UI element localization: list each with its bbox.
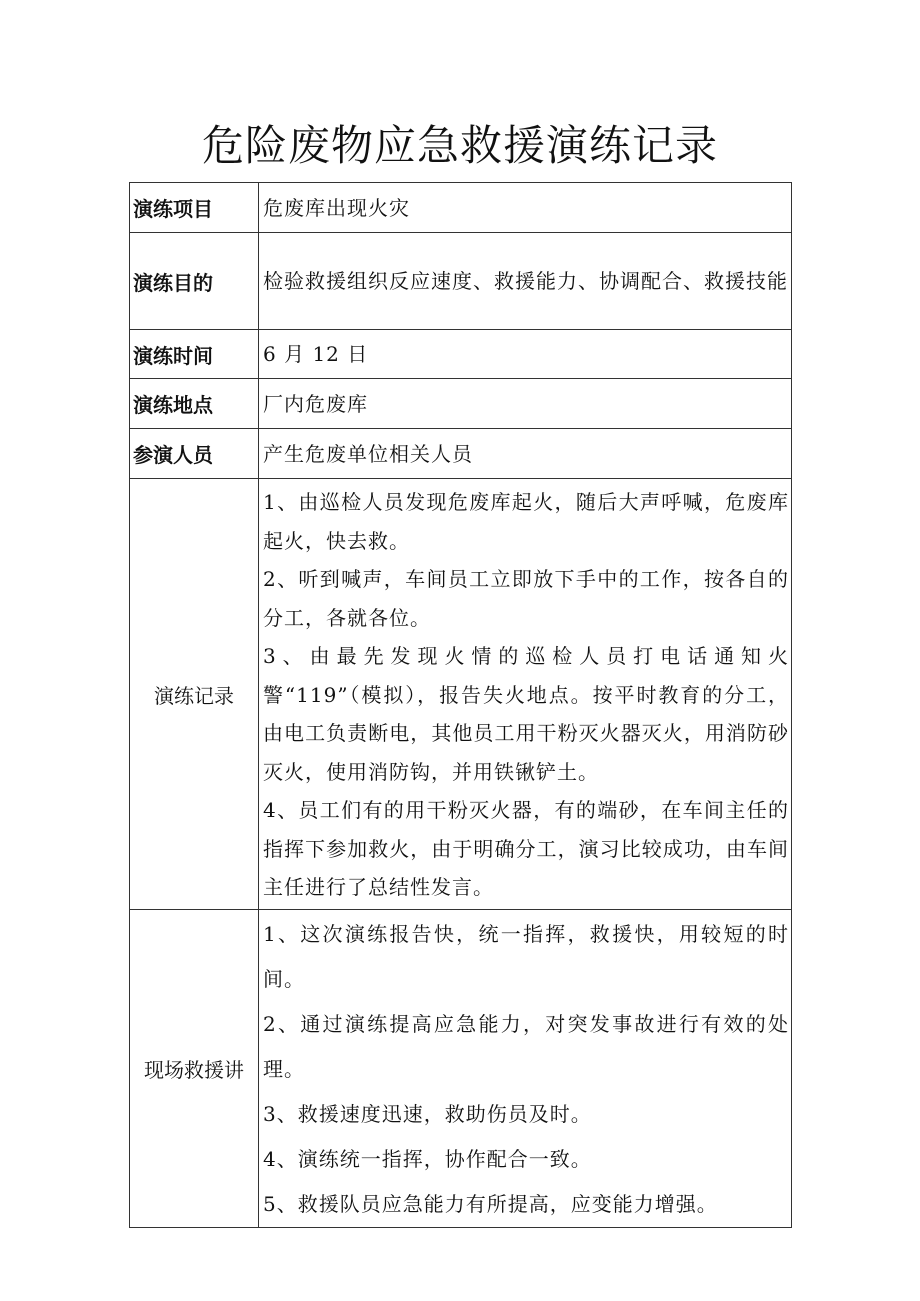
drill-record-content bbox=[259, 479, 792, 910]
drill-item-value: 危废库出现火灾 bbox=[259, 183, 792, 233]
table-row-drill-purpose bbox=[130, 233, 792, 330]
onsite-review-content bbox=[259, 910, 792, 1228]
participants-label: 参演人员 bbox=[130, 429, 259, 479]
document-title: 危险废物应急救援演练记录 bbox=[201, 121, 718, 170]
drill-record-table bbox=[129, 182, 792, 1228]
review-paragraph-1: 1、这次演练报告快，统一指挥，救援快，用较短的时间。 bbox=[263, 922, 789, 991]
record-paragraph-1: 1、由巡检人员发现危废库起火，随后大声呼喊，危废库起火，快去救。 bbox=[263, 490, 789, 553]
drill-record-label: 演练记录 bbox=[130, 479, 259, 910]
table-row-participants bbox=[130, 429, 792, 479]
drill-purpose-label: 演练目的 bbox=[130, 233, 259, 330]
drill-purpose-value: 检验救援组织反应速度、救援能力、协调配合、救援技能 bbox=[259, 233, 792, 330]
drill-item-label: 演练项目 bbox=[130, 183, 259, 233]
review-paragraph-3: 3、救援速度迅速，救助伤员及时。 bbox=[263, 1102, 592, 1126]
onsite-review-label: 现场救援讲 bbox=[130, 910, 259, 1228]
review-paragraph-4: 4、演练统一指挥，协作配合一致。 bbox=[263, 1147, 592, 1171]
review-paragraph-2: 2、通过演练提高应急能力，对突发事故进行有效的处理。 bbox=[263, 1012, 789, 1081]
drill-place-value: 厂内危废库 bbox=[259, 379, 792, 429]
drill-time-label: 演练时间 bbox=[130, 330, 259, 379]
table-row-drill-record bbox=[130, 479, 792, 910]
drill-place-label: 演练地点 bbox=[130, 379, 259, 429]
table-row-drill-place bbox=[130, 379, 792, 429]
record-paragraph-4: 4、员工们有的用干粉灭火器，有的端砂，在车间主任的指挥下参加救火，由于明确分工，演习比较成功，由车间主任进行了总结性发言。 bbox=[263, 798, 789, 900]
table-row-onsite-review bbox=[130, 910, 792, 1228]
participants-value: 产生危废单位相关人员 bbox=[259, 429, 792, 479]
drill-time-value: 6 月 12 日 bbox=[259, 330, 792, 379]
record-paragraph-2: 2、听到喊声，车间员工立即放下手中的工作，按各自的分工，各就各位。 bbox=[263, 567, 789, 630]
table-row-drill-time bbox=[130, 330, 792, 379]
table-row-drill-item bbox=[130, 183, 792, 233]
record-paragraph-3: 3、由最先发现火情的巡检人员打电话通知火警“119”（模拟），报告失火地点。按平时教育的分工，由电工负责断电，其他员工用干粉灭火器灭火，用消防砂灭火，使用消防钩，并用铁锹铲土。 bbox=[263, 644, 789, 784]
review-paragraph-5: 5、救援队员应急能力有所提高，应变能力增强。 bbox=[263, 1192, 718, 1216]
